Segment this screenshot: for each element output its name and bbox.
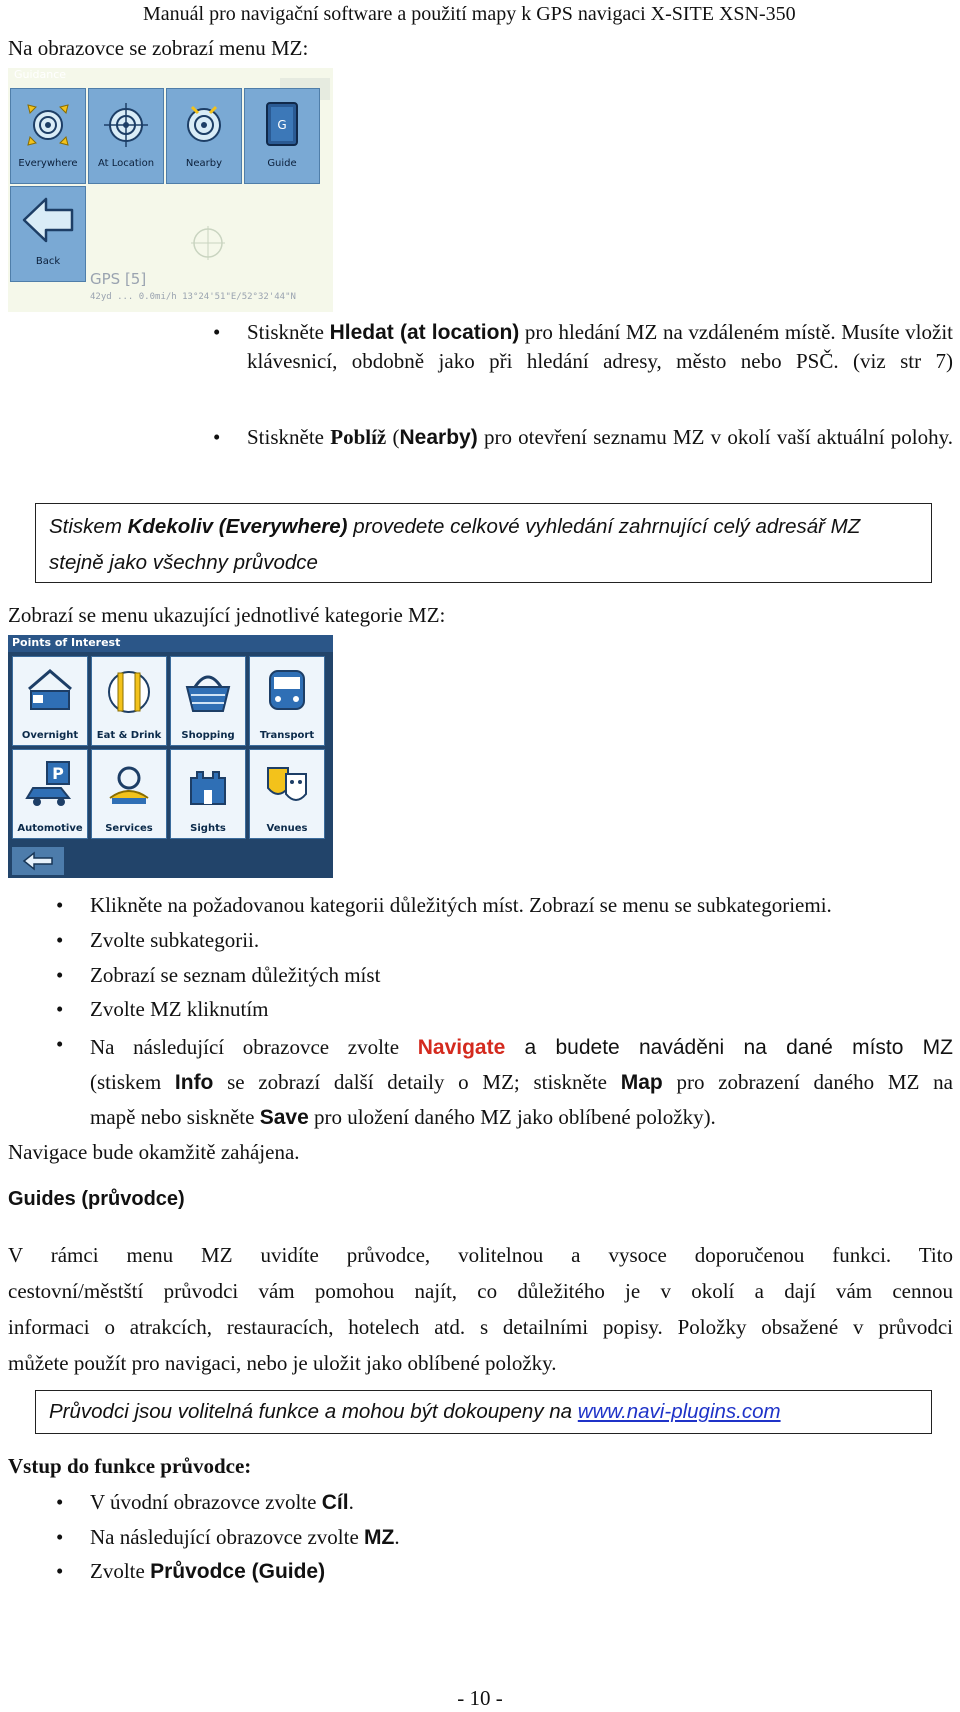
page-number: - 10 - [457,1686,503,1710]
masks-icon [260,758,314,812]
navi-plugins-link[interactable]: www.navi-plugins.com [577,1400,781,1423]
tile-label: Transport [259,730,315,741]
castle-icon [181,758,235,812]
tile-transport[interactable] [249,656,325,746]
plate-cutlery-icon [102,665,156,719]
back-button[interactable] [12,847,64,875]
post-horn-icon [102,758,156,812]
bullet-click-poi: • Zvolte MZ kliknutím [90,995,953,1023]
gps-label: GPS [5] [90,270,147,288]
bullet-list-shown: • Zobrazí se seznam důležitých míst [90,961,953,989]
bullet-nearby: • Stiskněte Poblíž (Nearby) pro otevření seznamu MZ v okolí vaší aktuální polohy. [247,423,953,452]
guides-paragraph: V rámci menu MZ uvidíte průvodce, volitelnou a vysoce doporučenou funkci. Tito cestovní/městští průvodci vám pomohou najít, co důležitého je v okolí a dají vám cennou informaci o atrakcích, restauracích, hotelech atd. s detailními popisy. Položky obsažené v průvodci můžete použít pro navigaci, nebo je uložit jako oblíbené položky. [8,1243,953,1375]
tile-label: Shopping [181,730,235,741]
tile-label: Services [105,823,153,834]
target-icon [100,99,152,151]
train-icon [260,665,314,719]
tile-label: Automotive [17,823,83,834]
note-guides-optional: Průvodci jsou volitelná funkce a mohou být dokoupeny na www.navi-plugins.com [35,1390,932,1434]
target-arrows-icon [22,99,74,151]
entry-bullet-mz: • Na následující obrazovce zvolte MZ. [90,1523,400,1552]
poi-title: Points of Interest [12,636,121,649]
nav-start-text: Navigace bude okamžitě zahájena. [8,1140,300,1164]
tile-guide[interactable] [244,88,320,184]
car-parking-icon [23,758,77,812]
guide-book-icon [259,99,305,151]
tile-shopping[interactable] [170,656,246,746]
tile-label: At Location [97,158,155,169]
bed-icon [23,665,77,719]
tile-overnight[interactable] [12,656,88,746]
tile-venues[interactable] [249,749,325,839]
entry-heading: Vstup do funkce průvodce: [8,1454,252,1478]
entry-bullet-cil: • V úvodní obrazovce zvolte Cíl. [90,1488,354,1517]
back-arrow-icon [12,847,64,875]
poi-screenshot [8,635,333,878]
categories-intro: Zobrazí se menu ukazující jednotlivé kategorie MZ: [8,603,446,627]
tile-label: Eat & Drink [96,730,162,741]
bullet-navigate: • Na následující obrazovce zvolte Navigate a budete naváděni na dané místo MZ (stiskem Info se zobrazí další detaily o MZ; stiskněte Map pro zobrazení daného MZ na mapě nebo siskněte Save pro uložení daného MZ jako oblíbené položky). [90,1030,953,1135]
guides-heading: Guides (průvodce) [8,1188,185,1210]
note-everywhere: Stiskem Kdekoliv (Everywhere) provedete celkové vyhledání zahrnující celý adresář MZ stejně jako všechny průvodce [35,503,932,583]
tile-services[interactable] [91,749,167,839]
guidance-screenshot [8,68,333,312]
back-arrow-icon [20,195,76,245]
bullet-choose-subcategory: • Zvolte subkategorii. [90,926,953,954]
tile-label: Back [35,256,61,267]
tile-sights[interactable] [170,749,246,839]
tile-everywhere[interactable] [10,88,86,184]
tile-label: Everywhere [18,158,78,169]
basket-icon [181,665,235,719]
bullet-click-category: • Klikněte na požadovanou kategorii důležitých míst. Zobrazí se menu se subkategoriemi. [90,891,953,919]
entry-bullet-guide: • Zvolte Průvodce (Guide) [90,1557,325,1586]
tile-nearby[interactable] [166,88,242,184]
tile-label: Sights [190,823,226,834]
tile-back[interactable] [10,186,86,282]
tile-eat-drink[interactable] [91,656,167,746]
page-header: Manuál pro navigační software a použití mapy k GPS navigaci X-SITE XSN-350 [143,3,796,25]
tile-label: Guide [267,158,297,169]
target-icon [178,99,230,151]
svg-text:G: G [277,118,287,132]
tile-label: Nearby [185,158,223,169]
bullet-at-location: • Stiskněte Hledat (at location) pro hledání MZ na vzdáleném místě. Musíte vložit klávesnicí, obdobně jako při hledání adresy, město nebo PSČ. (viz str 7) [247,318,953,375]
tile-label: Overnight [21,730,79,741]
intro-text: Na obrazovce se zobrazí menu MZ: [8,36,309,60]
tile-automotive[interactable] [12,749,88,839]
svg-text:P: P [52,764,64,783]
guidance-title: Guidance [14,68,67,81]
tile-at-location[interactable] [88,88,164,184]
tile-label: Venues [266,823,308,834]
gps-status: 42yd ... 0.0mi/h 13°24'51"E/52°32'44"N [90,292,296,302]
